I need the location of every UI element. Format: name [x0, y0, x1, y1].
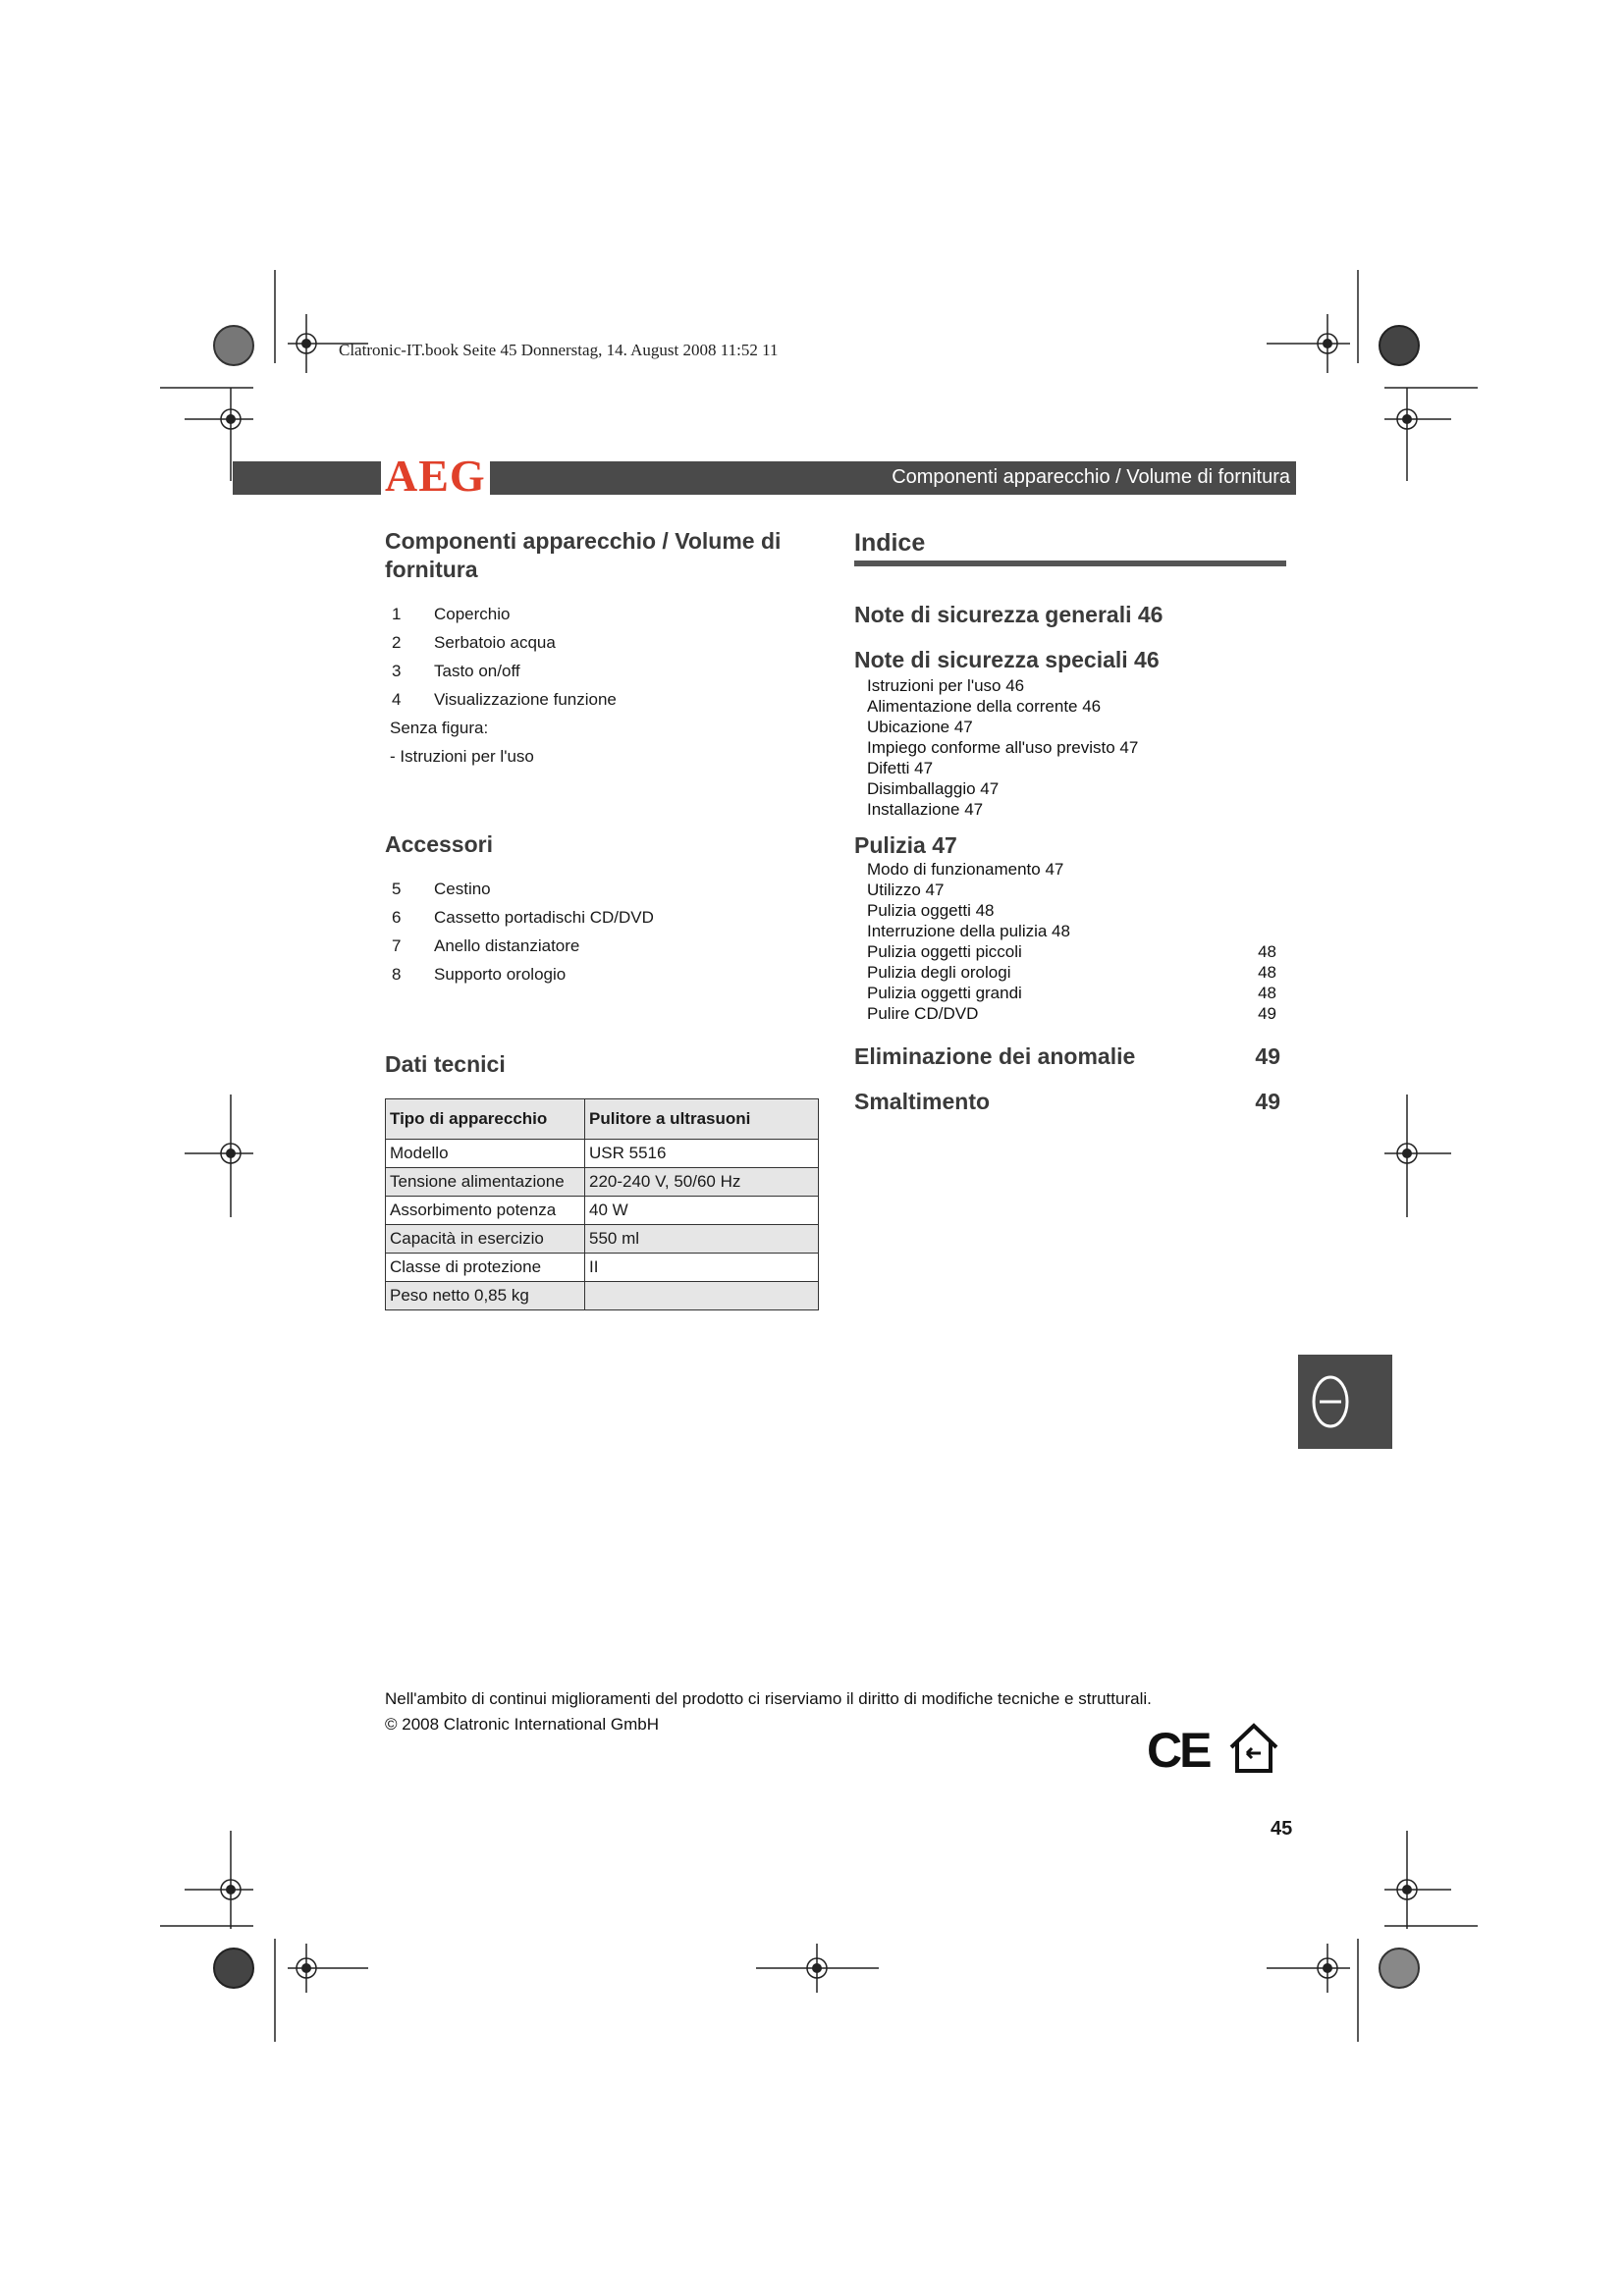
language-icon: [1298, 1355, 1392, 1449]
footer-notice: Nell'ambito di continui miglioramenti del prodotto ci riserviamo il diritto di modifiche tecniche e strutturali.: [385, 1689, 1152, 1708]
aeg-logo: AEG: [381, 453, 490, 500]
components-heading: Componenti apparecchio / Volume di fornitura: [385, 528, 782, 582]
index-rule: [854, 561, 1286, 566]
toc-cleaning[interactable]: Pulizia 47: [854, 832, 957, 858]
toc-item[interactable]: Pulire CD/DVD 49: [867, 1004, 1276, 1023]
toc-general-safety[interactable]: Note di sicurezza generali 46: [854, 602, 1164, 627]
components-list: [385, 600, 827, 771]
list-item: 8 Supporto orologio: [392, 965, 567, 984]
toc-item[interactable]: Disimballaggio 47: [867, 779, 1000, 798]
toc-item[interactable]: Pulizia oggetti 48: [867, 901, 995, 920]
list-item: 4 Visualizzazione funzione: [392, 690, 617, 709]
components-section: [385, 527, 827, 771]
list-item: 6 Cassetto portadischi CD/DVD: [392, 908, 654, 927]
accessories-section: [385, 830, 827, 988]
toc-item[interactable]: Istruzioni per l'uso 46: [867, 676, 1025, 695]
ce-mark: CE: [1147, 1723, 1210, 1778]
accessories-list: [385, 875, 827, 988]
toc-item[interactable]: Interruzione della pulizia 48: [867, 922, 1070, 940]
toc-item[interactable]: Alimentazione della corrente 46: [867, 697, 1102, 716]
list-item: 7 Anello distanziatore: [392, 936, 580, 955]
list-item: 5 Cestino: [392, 880, 491, 898]
list-item: 3 Tasto on/off: [392, 662, 520, 680]
list-item: 1 Coperchio: [392, 605, 511, 623]
language-tab: [1298, 1355, 1392, 1449]
toc-item[interactable]: Pulizia degli orologi 48: [867, 963, 1276, 982]
toc-item[interactable]: Utilizzo 47: [867, 881, 945, 899]
indoor-use-house-icon: [1225, 1720, 1282, 1775]
toc-item[interactable]: Difetti 47: [867, 759, 934, 777]
footer: [385, 1686, 1152, 1737]
toc-item[interactable]: Installazione 47: [867, 800, 984, 819]
technical-section: [385, 1050, 819, 1310]
print-info: Clatronic-IT.book Seite 45 Donnerstag, 14. August 2008 11:52 11: [339, 341, 779, 359]
table-row: Modello USR 5516: [386, 1140, 819, 1168]
no-figure-item: - Istruzioni per l'uso: [390, 747, 534, 766]
list-item: 2 Serbatoio acqua: [392, 633, 556, 652]
technical-heading: Dati tecnici: [385, 1051, 506, 1077]
toc-special-items: [854, 675, 1286, 820]
no-figure-label: Senza figura:: [390, 719, 489, 737]
table-row: Peso netto 0,85 kg: [386, 1282, 819, 1310]
toc-cleaning-items: [854, 859, 1286, 1024]
header-title: Componenti apparecchio / Volume di fornitura: [892, 466, 1290, 488]
table-row: Capacità in esercizio 550 ml: [386, 1225, 819, 1254]
toc-disposal[interactable]: Smaltimento 49: [854, 1089, 1280, 1114]
index-section: [854, 527, 1286, 1115]
table-row: Assorbimento potenza 40 W: [386, 1197, 819, 1225]
index-heading: Indice: [854, 529, 926, 557]
technical-table: [385, 1098, 819, 1310]
toc-item[interactable]: Ubicazione 47: [867, 718, 973, 736]
table-row: Classe di protezione II: [386, 1254, 819, 1282]
toc-item[interactable]: Impiego conforme all'uso previsto 47: [867, 738, 1139, 757]
toc-item[interactable]: Pulizia oggetti piccoli 48: [867, 942, 1276, 961]
page-number: 45: [1271, 1818, 1293, 1840]
footer-copyright: © 2008 Clatronic International GmbH: [385, 1715, 659, 1734]
toc-item[interactable]: Modo di funzionamento 47: [867, 860, 1064, 879]
table-header-row: Tipo di apparecchio Pulitore a ultrasuoni: [386, 1099, 819, 1140]
table-row: Tensione alimentazione 220-240 V, 50/60 Hz: [386, 1168, 819, 1197]
toc-item[interactable]: Pulizia oggetti grandi 48: [867, 984, 1276, 1002]
accessories-heading: Accessori: [385, 831, 493, 857]
toc-special-safety[interactable]: Note di sicurezza speciali 46: [854, 647, 1160, 672]
toc-troubleshooting[interactable]: Eliminazione dei anomalie 49: [854, 1043, 1280, 1069]
